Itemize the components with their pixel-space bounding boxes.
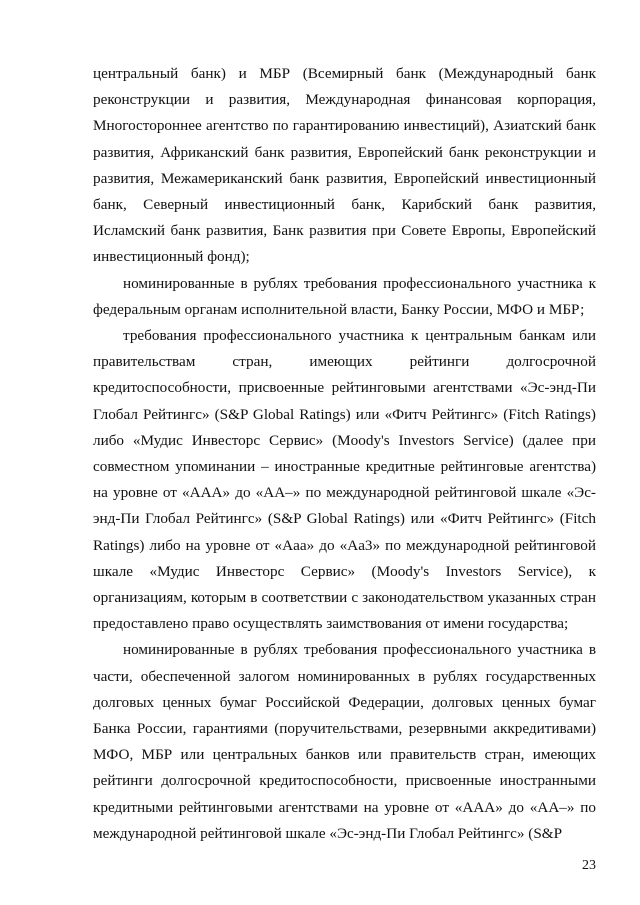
paragraph-continuation: центральный банк) и МБР (Всемирный банк (Международный банк реконструкции и развития, Международная финансовая корпорация, Многостороннее агентство по гарантированию инвестиций), Азиатский банк развития, Африканский банк развития, Европейский банк реконструкции и развития, Межамериканский банк развития, Европейский инвестиционный банк, Северный инвестиционный банк, Карибский банк развития, Исламский банк развития, Банк развития при Совете Европы, Европейский инвестиционный фонд); bbox=[93, 65, 596, 266]
body-text bbox=[93, 61, 596, 847]
paragraph-collateral-claims: номинированные в рублях требования профессионального участника в части, обеспеченной залогом номинированных в рублях государственных долговых ценных бумаг Российской Федерации, долговых ценных бумаг Банка России, гарантиями (поручительствами, резервными аккредитивами) МФО, МБР или центральных банков или правительств стран, имеющих рейтинги долгосрочной кредитоспособности, присвоенные иностранными кредитными рейтинговыми агентствами на уровне от «AAA» до «AA–» по международной рейтинговой шкале «Эс-энд-Пи Глобал Рейтингс» (S&P bbox=[93, 641, 596, 842]
paragraph-central-bank-claims: требования профессионального участника к центральным банкам или правительствам стран, имеющих рейтинги долгосрочной кредитоспособности, присвоенные рейтинговыми агентствами «Эс-энд-Пи Глобал Рейтингс» (S&P Global Ratings) или «Фитч Рейтингс» (Fitch Ratings) либо «Мудис Инвесторс Сервис» (Moody's Investors Service) (далее при совместном упоминании – иностранные кредитные рейтинговые агентства) на уровне от «AAA» до «AA–» по международной рейтинговой шкале «Эс-энд-Пи Глобал Рейтингс» (S&P Global Ratings) или «Фитч Рейтингс» (Fitch Ratings) либо на уровне от «Aaa» до «Aa3» по международной рейтинговой шкале «Мудис Инвесторс Сервис» (Moody's Investors Service), к организациям, которым в соответствии с законодательством указанных стран предоставлено право осуществлять заимствования от имени государства; bbox=[93, 327, 596, 633]
paragraph-rub-claims-federal: номинированные в рублях требования профессионального участника к федеральным органам исполнительной власти, Банку России, МФО и МБР; bbox=[93, 274, 596, 318]
page-number: 23 bbox=[582, 858, 596, 873]
